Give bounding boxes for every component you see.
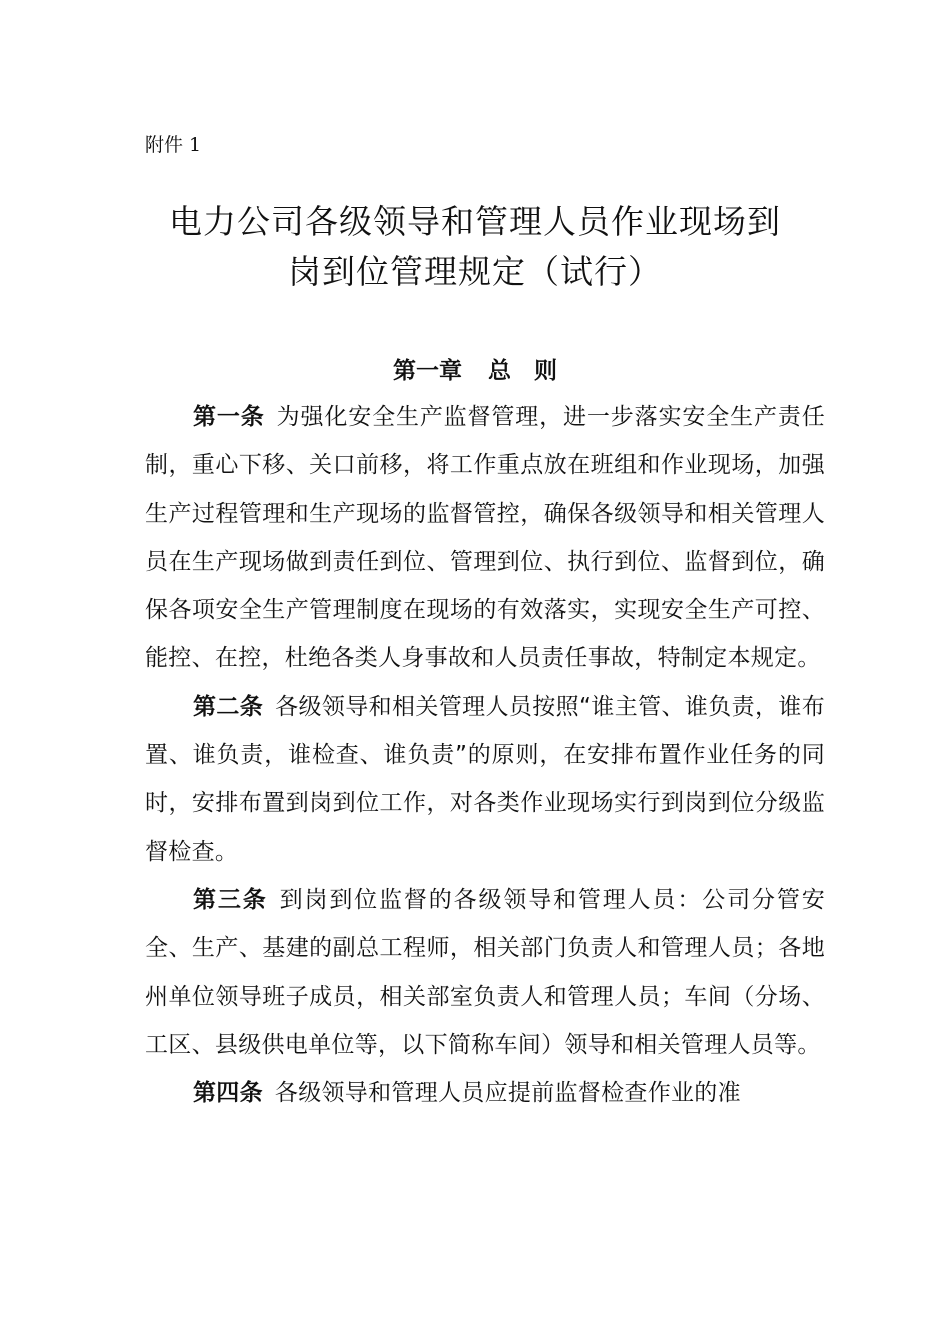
- article-title: 第四条: [193, 1080, 263, 1107]
- document-title-line-2: 岗到位管理规定（试行）: [288, 252, 662, 291]
- chapter-name: 总 则: [488, 358, 557, 384]
- article-title: 第三条: [193, 886, 268, 913]
- chapter-number: 第一章: [393, 358, 462, 384]
- chapter-heading: [0, 352, 950, 385]
- article-title: 第二条: [193, 693, 264, 720]
- attachment-label: 附件 1: [145, 134, 202, 156]
- document-title-line-1: 电力公司各级领导和管理人员作业现场到: [169, 202, 781, 241]
- article-text: 为强化安全生产监督管理，进一步落实安全生产责任制，重心下移、关口前移，将工作重点放在班组和作业现场，加强生产过程管理和生产现场的监督管控，确保各级领导和相关管理人员在生产现场做到责任到位、管理到位、执行到位、监督到位，确保各项安全生产管理制度在现场的有效落实，实现安全生产可控、能控、在控，杜绝各类人身事故和人员责任事故，特制定本规定。: [145, 404, 825, 672]
- article-1: [145, 393, 825, 683]
- article-3: [145, 876, 825, 1069]
- article-title: 第一条: [193, 404, 265, 430]
- article-2: [145, 683, 825, 876]
- article-text: 到岗到位监督的各级领导和管理人员：公司分管安全、生产、基建的副总工程师，相关部门负责人和管理人员；各地州单位领导班子成员，相关部室负责人和管理人员；车间（分场、工区、县级供电单位等，以下简称车间）领导和相关管理人员等。: [145, 886, 825, 1058]
- article-4: [145, 1069, 825, 1117]
- article-text: 各级领导和管理人员应提前监督检查作业的准: [274, 1080, 741, 1107]
- document-body: [145, 393, 825, 1117]
- article-text: 各级领导和相关管理人员按照“谁主管、谁负责，谁布置、谁负责，谁检查、谁负责”的原则，在安排布置作业任务的同时，安排布置到岗到位工作，对各类作业现场实行到岗到位分级监督检查。: [145, 693, 825, 865]
